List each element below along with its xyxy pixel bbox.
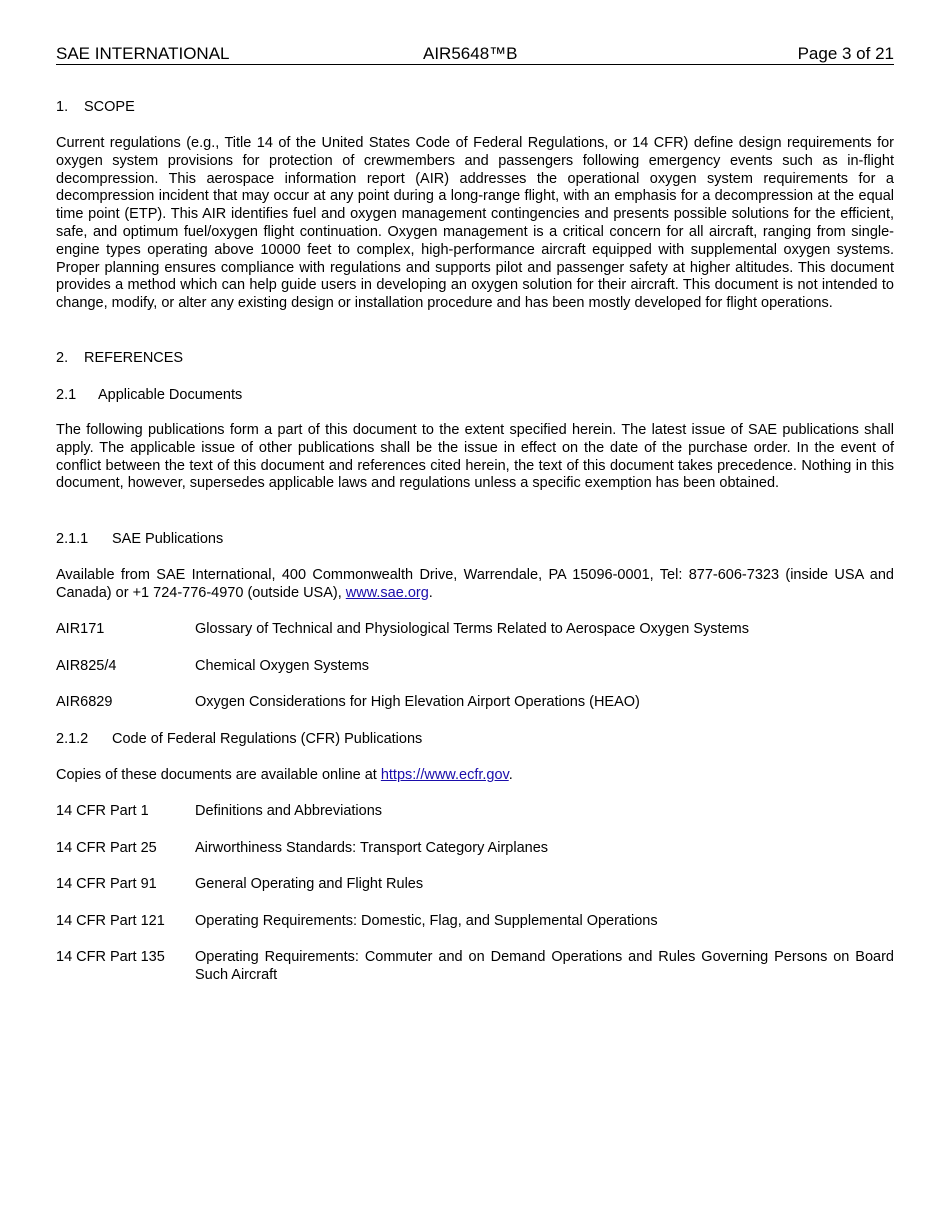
reference-code: 14 CFR Part 25 (56, 840, 157, 856)
reference-title: Operating Requirements: Domestic, Flag, and Supplemental Operations (195, 913, 658, 929)
section-number: 1. (56, 99, 69, 115)
sae-availability-body: Available from SAE International, 400 Commonwealth Drive, Warrendale, PA 15096-0001, Tel: 877-606-7323 (inside USA and Canada) or +1 724-776-4970 (outside USA), (56, 567, 894, 601)
section-number: 2. (56, 350, 69, 366)
header-org: SAE INTERNATIONAL (56, 44, 230, 63)
section-heading-scope (56, 98, 135, 116)
reference-title: General Operating and Flight Rules (195, 876, 424, 892)
reference-title: Operating Requirements: Commuter and on Demand Operations and Rules Governing Persons on Board Such Aircraft (195, 949, 894, 983)
section-heading-references (56, 349, 183, 367)
section-number: 2.1 (56, 387, 77, 403)
reference-code: AIR171 (56, 621, 105, 637)
section-title: Applicable Documents (98, 387, 243, 403)
reference-code: AIR825/4 (56, 658, 117, 674)
scope-body: Current regulations (e.g., Title 14 of the United States Code of Federal Regulations, or 14 CFR) define design requirements for oxygen system provisions for protection of crewmembers and passengers following emergency events such as in-flight decompression. This aerospace information report (AIR) addresses the operational oxygen system requirements for a decompression incident that may occur at any point during a long-range flight, with an emphasis for a decompression at the equal time point (ETP). This AIR identifies fuel and oxygen management contingencies and presents possible solutions for the efficient, safe, and optimum fuel/oxygen flight continuation. Oxygen management is a critical concern for all aircraft, ranging from single-engine types operating above 10000 feet to complex, high-performance aircraft equipped with supplemental oxygen systems. Proper planning ensures compliance with regulations and supports pilot and passenger safety at higher altitudes. This document provides a method which can help guide users in developing an oxygen solution for their aircraft. This document is not intended to change, modify, or alter any existing design or installation procedure and has been mostly developed for flight operations. (56, 135, 894, 312)
section-number: 2.1.1 (56, 531, 89, 547)
reference-code: 14 CFR Part 91 (56, 876, 157, 892)
reference-title: Definitions and Abbreviations (195, 803, 383, 819)
cfr-availability-paragraph (56, 767, 894, 785)
cfr-link-suffix: . (508, 767, 513, 783)
sae-website-link[interactable]: www.sae.org (345, 584, 429, 601)
reference-title: Oxygen Considerations for High Elevation Airport Operations (HEAO) (195, 694, 640, 710)
header-page-number: Page 3 of 21 (797, 44, 894, 63)
sae-link-suffix: . (428, 584, 433, 601)
reference-code: 14 CFR Part 135 (56, 949, 165, 965)
section-number: 2.1.2 (56, 731, 89, 747)
section-heading-sae-publications (56, 530, 223, 548)
reference-code: 14 CFR Part 1 (56, 803, 149, 819)
applicable-paragraph (56, 422, 894, 493)
section-heading-cfr-publications (56, 730, 422, 748)
section-title: SCOPE (84, 99, 135, 115)
page-header (56, 44, 894, 65)
sae-availability-text (56, 567, 894, 603)
reference-code: AIR6829 (56, 694, 113, 710)
header-doc-id: AIR5648™B (423, 44, 518, 63)
section-title: Code of Federal Regulations (CFR) Publications (112, 731, 423, 747)
reference-title: Chemical Oxygen Systems (195, 658, 370, 674)
scope-paragraph (56, 135, 894, 313)
reference-title: Glossary of Technical and Physiological Terms Related to Aerospace Oxygen Systems (195, 621, 749, 637)
section-title: REFERENCES (84, 350, 184, 366)
section-heading-applicable-documents (56, 386, 242, 404)
applicable-body: The following publications form a part of this document to the extent specified herein. The latest issue of SAE publications shall apply. The applicable issue of other publications shall be the issue in effect on the date of the purchase order. In the event of conflict between the text of this document and references cited herein, the text of this document takes precedence. Nothing in this document, however, supersedes applicable laws and regulations unless a specific exemption has been obtained. (56, 422, 894, 492)
section-title: SAE Publications (112, 531, 224, 547)
sae-availability-paragraph (56, 567, 894, 603)
cfr-availability-body: Copies of these documents are available online at (56, 767, 381, 783)
ecfr-website-link[interactable]: https://www.ecfr.gov (380, 767, 509, 783)
reference-title: Airworthiness Standards: Transport Category Airplanes (195, 840, 549, 856)
reference-code: 14 CFR Part 121 (56, 913, 165, 929)
